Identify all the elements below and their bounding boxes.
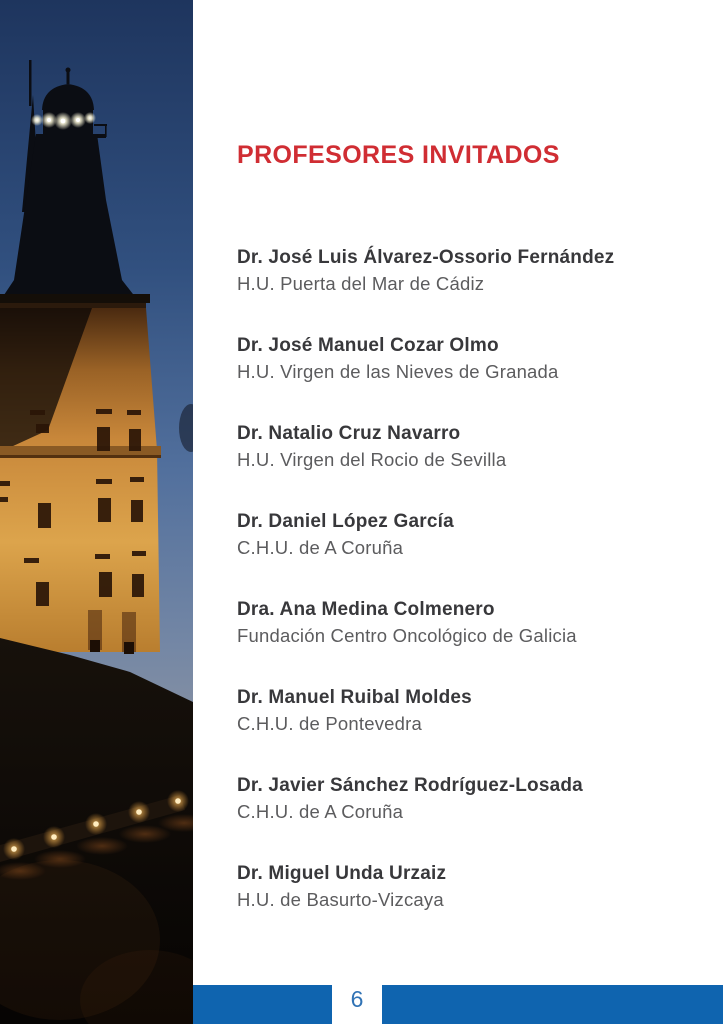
- footer-bar: [193, 985, 723, 1024]
- professor-institution: H.U. Puerta del Mar de Cádiz: [237, 273, 485, 294]
- professor-entry: [237, 686, 693, 738]
- page-number: 6: [350, 986, 364, 1012]
- professor-name: Dr. Daniel López García: [237, 511, 454, 532]
- professor-name: Dr. Miguel Unda Urzaiz: [237, 863, 447, 884]
- professor-entry: [237, 334, 693, 386]
- professor-institution: H.U. Virgen de las Nieves de Granada: [237, 361, 559, 382]
- professor-institution: C.H.U. de Pontevedra: [237, 713, 422, 734]
- main-content: [237, 140, 693, 950]
- lighthouse-illustration: [0, 0, 193, 1024]
- professor-entry: [237, 510, 693, 562]
- professor-institution: H.U. de Basurto-Vizcaya: [237, 889, 444, 910]
- professor-name: Dr. Javier Sánchez Rodríguez-Losada: [237, 775, 583, 796]
- professor-entry: [237, 422, 693, 474]
- professor-institution: C.H.U. de A Coruña: [237, 801, 404, 822]
- professor-name: Dr. Manuel Ruibal Moldes: [237, 687, 472, 708]
- page-number-gap: [332, 985, 382, 1024]
- professor-institution: H.U. Virgen del Rocio de Sevilla: [237, 449, 507, 470]
- professor-name: Dr. José Luis Álvarez-Ossorio Fernández: [237, 247, 615, 268]
- professor-name: Dr. José Manuel Cozar Olmo: [237, 335, 499, 356]
- lighthouse-photo: [0, 0, 193, 1024]
- professor-entry: [237, 862, 693, 914]
- professor-institution: Fundación Centro Oncológico de Galicia: [237, 625, 577, 646]
- professor-entry: [237, 598, 693, 650]
- professor-name: Dr. Natalio Cruz Navarro: [237, 423, 461, 444]
- professor-entry: [237, 774, 693, 826]
- professor-entry: [237, 246, 693, 298]
- professor-name: Dra. Ana Medina Colmenero: [237, 599, 495, 620]
- professor-institution: C.H.U. de A Coruña: [237, 537, 404, 558]
- page-title: PROFESORES INVITADOS: [237, 141, 560, 169]
